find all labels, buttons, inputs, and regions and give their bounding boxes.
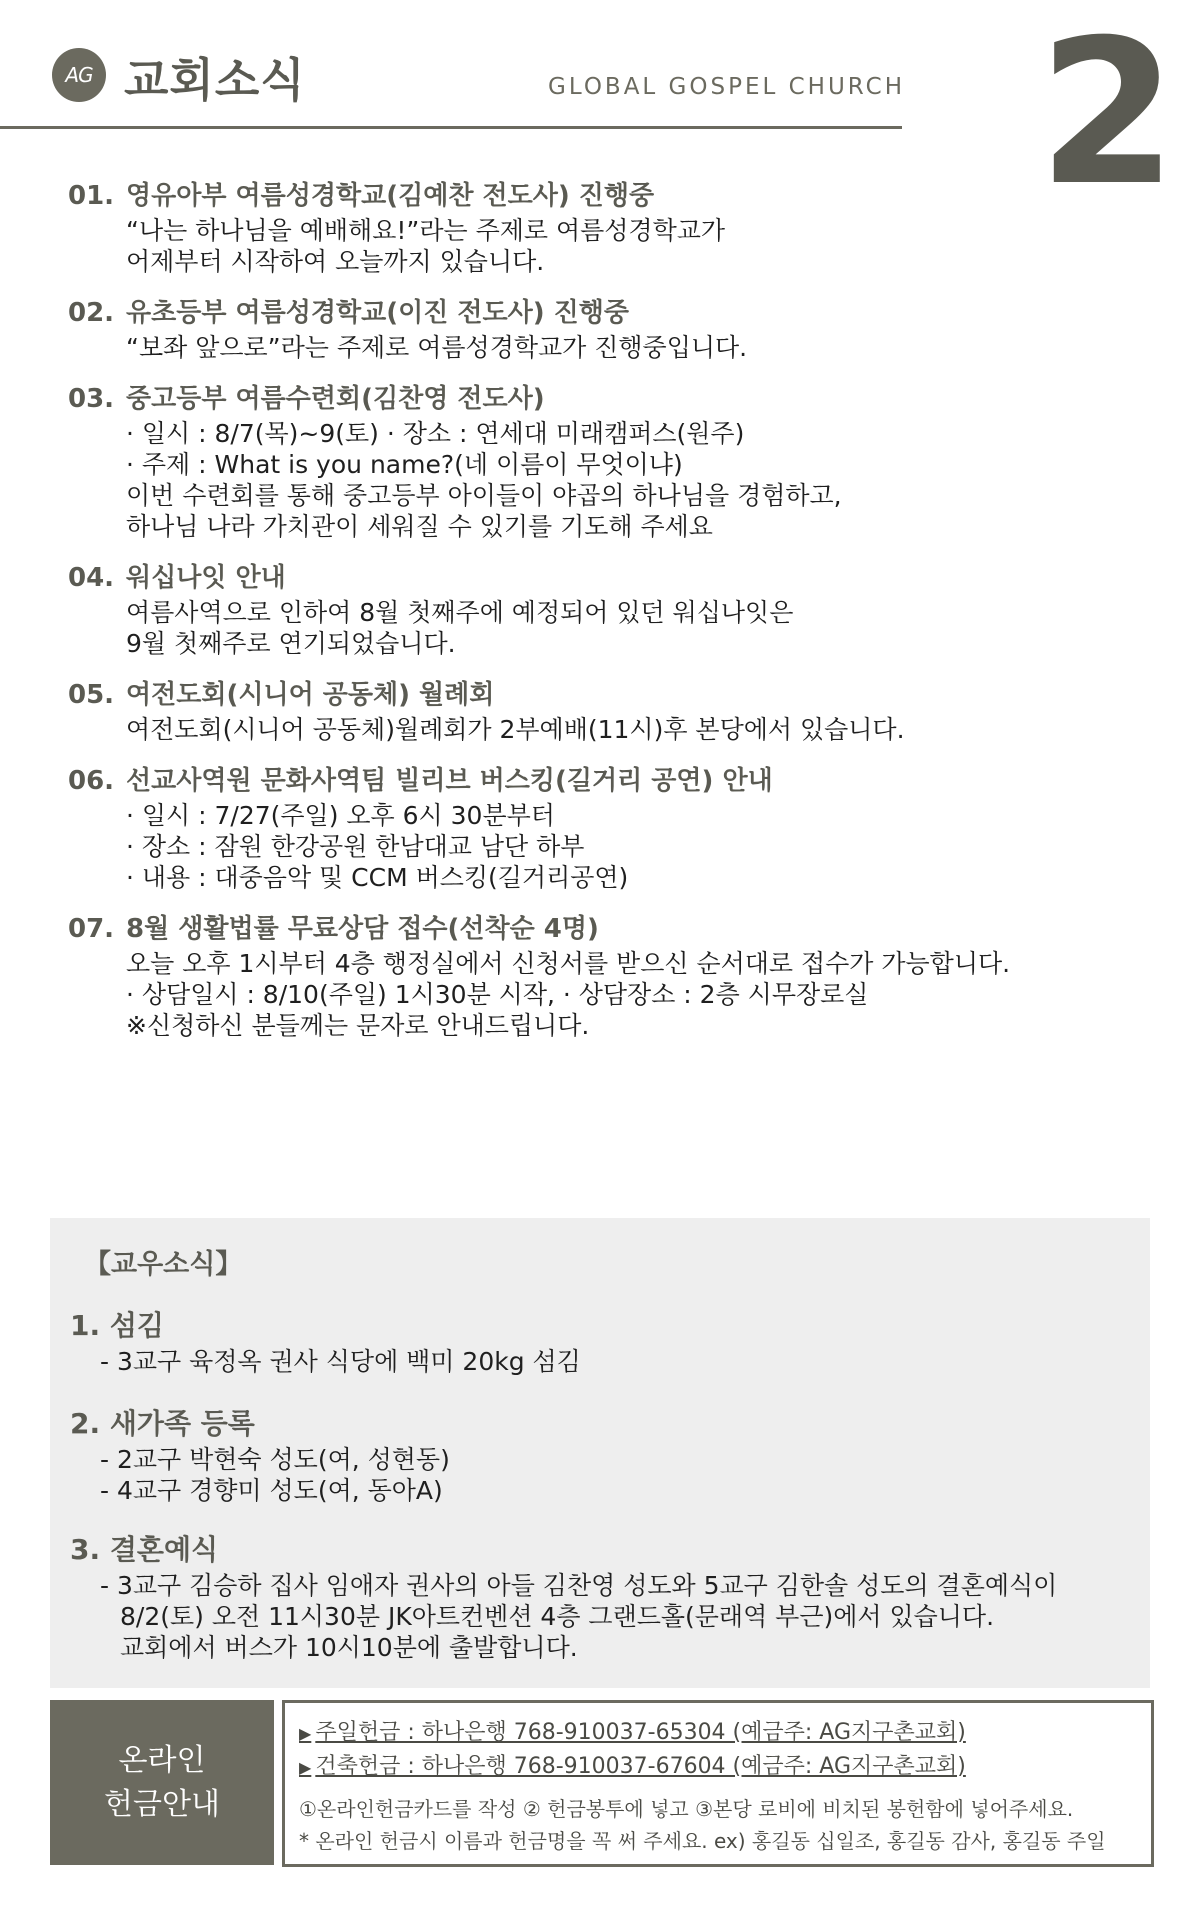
news-item-title-text: 워십나잇 안내 (126, 563, 286, 593)
news-item-line: ※신청하신 분들께는 문자로 안내드립니다. (126, 1011, 590, 1040)
member-news-panel (50, 1218, 1150, 1688)
member-news-line: - 3교구 육정옥 권사 식당에 백미 20kg 섬김 (100, 1347, 581, 1376)
page-number: 2 (1038, 0, 1178, 230)
news-item-number: 07. (68, 914, 115, 944)
news-item (68, 381, 1098, 542)
header-divider (0, 126, 902, 129)
news-item-title (68, 295, 1098, 332)
member-news-heading: 【교우소식】 (84, 1249, 243, 1280)
online-giving-label (50, 1700, 274, 1865)
news-item-line: · 장소 : 잠원 한강공원 한남대교 남단 하부 (126, 832, 585, 861)
news-list (68, 178, 1098, 1059)
member-news-section (70, 1404, 1130, 1506)
member-news-line: - 3교구 김승하 집사 임애자 권사의 아들 김찬영 성도와 5교구 김한솔 성도의 결혼예식이 (100, 1571, 1058, 1600)
news-item-line: · 상담일시 : 8/10(주일) 1시30분 시작, · 상담장소 : 2층 시무장로실 (126, 980, 869, 1009)
news-item-title-text: 중고등부 여름수련회(김찬영 전도사) (126, 384, 545, 414)
news-item-title-text: 8월 생활법률 무료상담 접수(선착순 4명) (126, 914, 599, 944)
news-item-title (68, 381, 1098, 418)
news-item-line: · 일시 : 7/27(주일) 오후 6시 30분부터 (126, 801, 555, 830)
member-news-line: 8/2(토) 오전 11시30분 JK아트컨벤션 4층 그랜드홀(문래역 부근)에서 있습니다. (120, 1602, 995, 1631)
news-item (68, 560, 1098, 659)
news-item-line: · 일시 : 8/7(목)~9(토) · 장소 : 연세대 미래캠퍼스(원주) (126, 419, 745, 448)
online-giving-label-line: 온라인 (118, 1742, 206, 1778)
news-item-line: 이번 수련회를 통해 중고등부 아이들이 야곱의 하나님을 경험하고, (126, 481, 842, 510)
news-item-number: 06. (68, 766, 115, 796)
news-item-title (68, 911, 1098, 948)
news-item-title-text: 여전도회(시니어 공동체) 월례회 (126, 680, 495, 710)
ag-logo: AG (52, 48, 106, 102)
news-item-line: 여름사역으로 인하여 8월 첫째주에 예정되어 있던 워십나잇은 (126, 598, 794, 627)
news-item-title-text: 유초등부 여름성경학교(이진 전도사) 진행중 (126, 298, 630, 328)
news-item-number: 02. (68, 298, 115, 328)
news-item-line: 하나님 나라 가치관이 세워질 수 있기를 기도해 주세요 (126, 512, 713, 541)
church-name: GLOBAL GOSPEL CHURCH (548, 74, 905, 100)
news-item (68, 677, 1098, 745)
news-item-title-text: 선교사역원 문화사역팀 빌리브 버스킹(길거리 공연) 안내 (126, 766, 773, 796)
giving-note: * 온라인 헌금시 이름과 헌금명을 꼭 써 주세요. ex) 홍길동 십일조, 홍길동 감사, 홍길동 주일 (299, 1829, 1106, 1853)
triangle-bullet-icon: ▶ (299, 1758, 312, 1777)
building-offering-account-text: 건축헌금 : 하나은행 768-910037-67604 (예금주: AG지구촌교회) (315, 1754, 966, 1779)
page-title: 교회소식 (124, 53, 306, 107)
news-item-title (68, 178, 1098, 215)
member-news-line: 교회에서 버스가 10시10분에 출발합니다. (120, 1633, 578, 1662)
news-item-number: 04. (68, 563, 115, 593)
giving-steps: ①온라인헌금카드를 작성 ② 헌금봉투에 넣고 ③본당 로비에 비치된 봉헌함에 넣어주세요. (299, 1797, 1074, 1821)
news-item-line: 9월 첫째주로 연기되었습니다. (126, 629, 456, 658)
online-giving-label-line: 헌금안내 (104, 1786, 220, 1822)
member-news-section (70, 1530, 1130, 1663)
news-item-line: 오늘 오후 1시부터 4층 행정실에서 신청서를 받으신 순서대로 접수가 가능합니다. (126, 949, 1011, 978)
member-news-line: - 4교구 경향미 성도(여, 동아A) (100, 1476, 443, 1505)
news-item-line: · 내용 : 대중음악 및 CCM 버스킹(길거리공연) (126, 863, 629, 892)
news-item (68, 295, 1098, 363)
news-item (68, 911, 1098, 1041)
news-item-line: · 주제 : What is you name?(네 이름이 무엇이냐) (126, 450, 683, 479)
news-item-number: 03. (68, 384, 115, 414)
member-news-section-title: 3. 결혼예식 (70, 1533, 219, 1566)
news-item-number: 05. (68, 680, 115, 710)
news-item-title (68, 560, 1098, 597)
triangle-bullet-icon: ▶ (299, 1724, 312, 1743)
sunday-offering-account-text: 주일헌금 : 하나은행 768-910037-65304 (예금주: AG지구촌교회) (315, 1720, 966, 1745)
news-item-title-text: 영유아부 여름성경학교(김예찬 전도사) 진행중 (126, 181, 655, 211)
building-offering-account (299, 1749, 966, 1780)
sunday-offering-account (299, 1715, 966, 1746)
news-item (68, 178, 1098, 277)
news-item-line: “나는 하나님을 예배해요!”라는 주제로 여름성경학교가 (126, 216, 726, 245)
member-news-line: - 2교구 박현숙 성도(여, 성현동) (100, 1445, 450, 1474)
member-news-section (70, 1306, 1130, 1377)
news-item-title (68, 677, 1098, 714)
news-item-line: 어제부터 시작하여 오늘까지 있습니다. (126, 247, 545, 276)
member-news-section-title: 1. 섬김 (70, 1309, 164, 1342)
online-giving-info (282, 1700, 1154, 1867)
news-item (68, 763, 1098, 893)
news-item-line: “보좌 앞으로”라는 주제로 여름성경학교가 진행중입니다. (126, 333, 748, 362)
news-item-title (68, 763, 1098, 800)
news-item-line: 여전도회(시니어 공동체)월례회가 2부예배(11시)후 본당에서 있습니다. (126, 715, 905, 744)
news-item-number: 01. (68, 181, 115, 211)
member-news-section-title: 2. 새가족 등록 (70, 1407, 255, 1440)
